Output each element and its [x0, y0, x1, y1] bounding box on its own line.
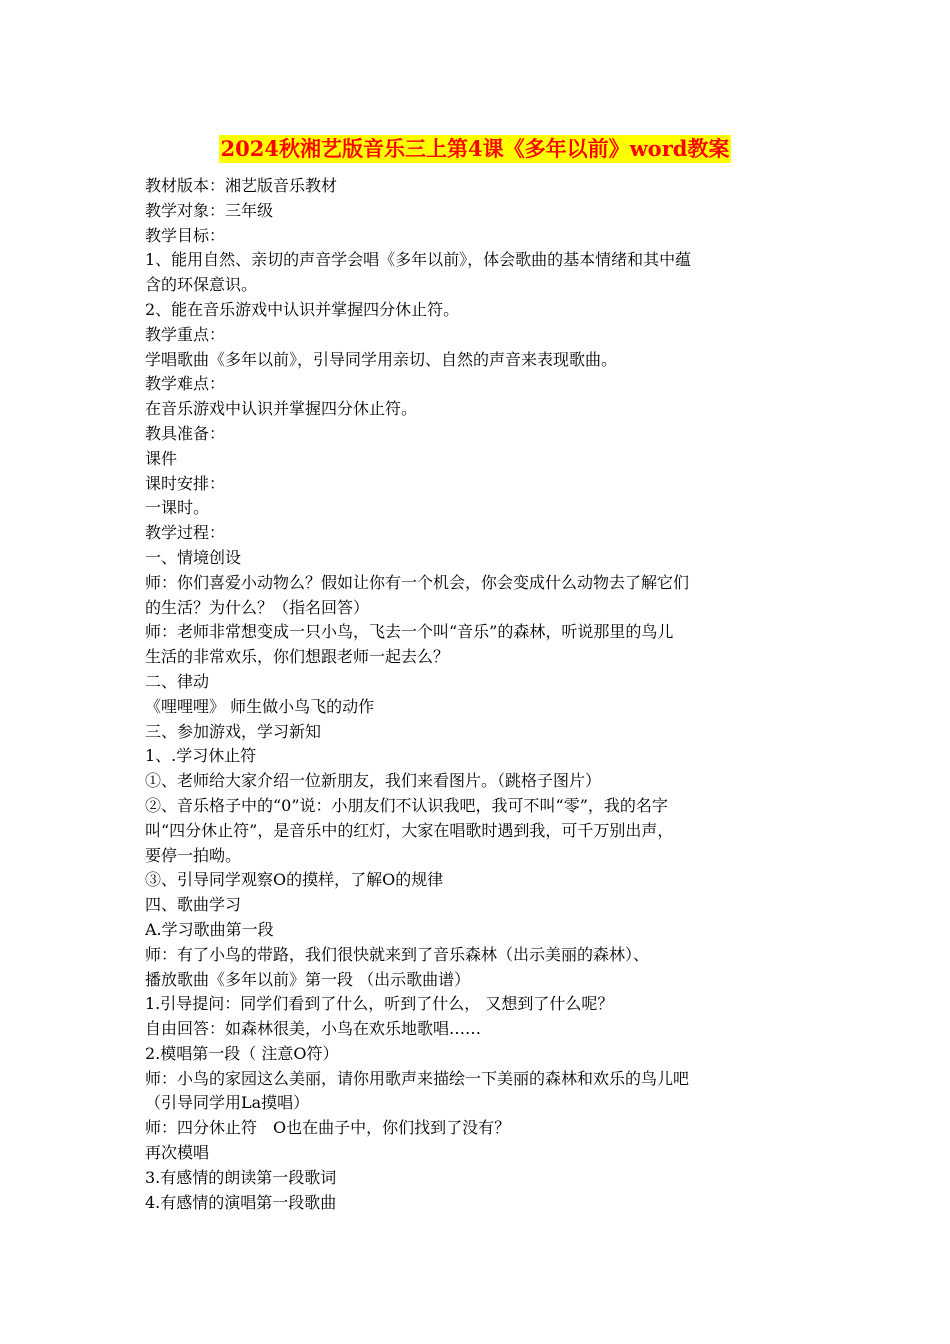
text-line: 课时安排： — [145, 473, 226, 493]
text-line: 《哩哩哩》 师生做小鸟飞的动作 — [145, 696, 375, 716]
text-line: 叫“四分休止符”，是音乐中的红灯，大家在唱歌时遇到我，可千万别出声， — [145, 820, 674, 840]
text-line: ③、引导同学观察O的摸样，了解O的规律 — [145, 870, 444, 890]
text-line: 二、律动 — [145, 671, 210, 691]
text-line: 含的环保意识。 — [145, 275, 258, 295]
text-line: 2.模唱第一段（ 注意O符） — [145, 1043, 339, 1063]
text-line: 教学过程： — [145, 523, 226, 543]
text-line: 教材版本：湘艺版音乐教材 — [145, 176, 338, 195]
text-line: 教学难点： — [145, 374, 226, 394]
text-line: 一、情境创设 — [145, 547, 242, 567]
text-line: 再次模唱 — [145, 1143, 210, 1163]
text-line: 播放歌曲《多年以前》第一段 （出示歌曲谱） — [145, 969, 471, 989]
text-line: 学唱歌曲《多年以前》，引导同学用亲切、自然的声音来表现歌曲。 — [145, 349, 618, 369]
text-line: 的生活？为什么？（指名回答） — [145, 597, 370, 617]
text-line: 师：小鸟的家园这么美丽，请你用歌声来描绘一下美丽的森林和欢乐的鸟儿吧 — [145, 1068, 690, 1088]
text-line: 1、.学习休止符 — [145, 746, 257, 766]
title-container — [0, 135, 950, 163]
text-line: 3.有感情的朗读第一段歌词 — [145, 1167, 337, 1187]
text-line: ①、老师给大家介绍一位新朋友，我们来看图片。（跳格子图片） — [145, 771, 602, 791]
text-line: 生活的非常欢乐，你们想跟老师一起去么？ — [145, 647, 450, 667]
text-line: A.学习歌曲第一段 — [145, 919, 274, 939]
text-line: 师：有了小鸟的带路，我们很快就来到了音乐森林（出示美丽的森林）、 — [145, 944, 650, 964]
text-line: ②、音乐格子中的“0”说：小朋友们不认识我吧，我可不叫“零”，我的名字 — [145, 795, 668, 815]
text-line: 1、能用自然、亲切的声音学会唱《多年以前》，体会歌曲的基本情绪和其中蕴 — [145, 250, 692, 270]
text-line: 师：四分休止符 O也在曲子中，你们找到了没有？ — [145, 1118, 511, 1138]
text-line: 三、参加游戏，学习新知 — [145, 721, 322, 741]
text-line: 2、能在音乐游戏中认识并掌握四分休止符。 — [145, 299, 460, 319]
text-line: 师：老师非常想变成一只小鸟，飞去一个叫“音乐”的森林，听说那里的鸟儿 — [145, 622, 674, 642]
text-line: 教学目标： — [145, 225, 226, 245]
document-body — [145, 174, 810, 1215]
text-line: 要停一拍呦。 — [145, 845, 242, 865]
text-line: 自由回答：如森林很美，小鸟在欢乐地歌唱…… — [145, 1019, 482, 1039]
text-line: 1.引导提问：同学们看到了什么，听到了什么， 又想到了什么呢？ — [145, 994, 614, 1014]
text-line: 一课时。 — [145, 498, 210, 518]
text-line: 教学对象：三年级 — [145, 200, 274, 220]
text-line: 4.有感情的演唱第一段歌曲 — [145, 1192, 337, 1212]
text-line: 师：你们喜爱小动物么？假如让你有一个机会，你会变成什么动物去了解它们 — [145, 572, 690, 592]
text-line: 四、歌曲学习 — [145, 895, 242, 915]
text-line: 教具准备： — [145, 423, 226, 443]
text-line: 教学重点： — [145, 324, 226, 344]
text-line: 课件 — [145, 448, 178, 468]
text-line: （引导同学用La摸唱） — [145, 1093, 310, 1113]
document-title: 2024秋湘艺版音乐三上第4课《多年以前》word教案 — [220, 136, 730, 161]
text-line: 在音乐游戏中认识并掌握四分休止符。 — [145, 399, 418, 419]
